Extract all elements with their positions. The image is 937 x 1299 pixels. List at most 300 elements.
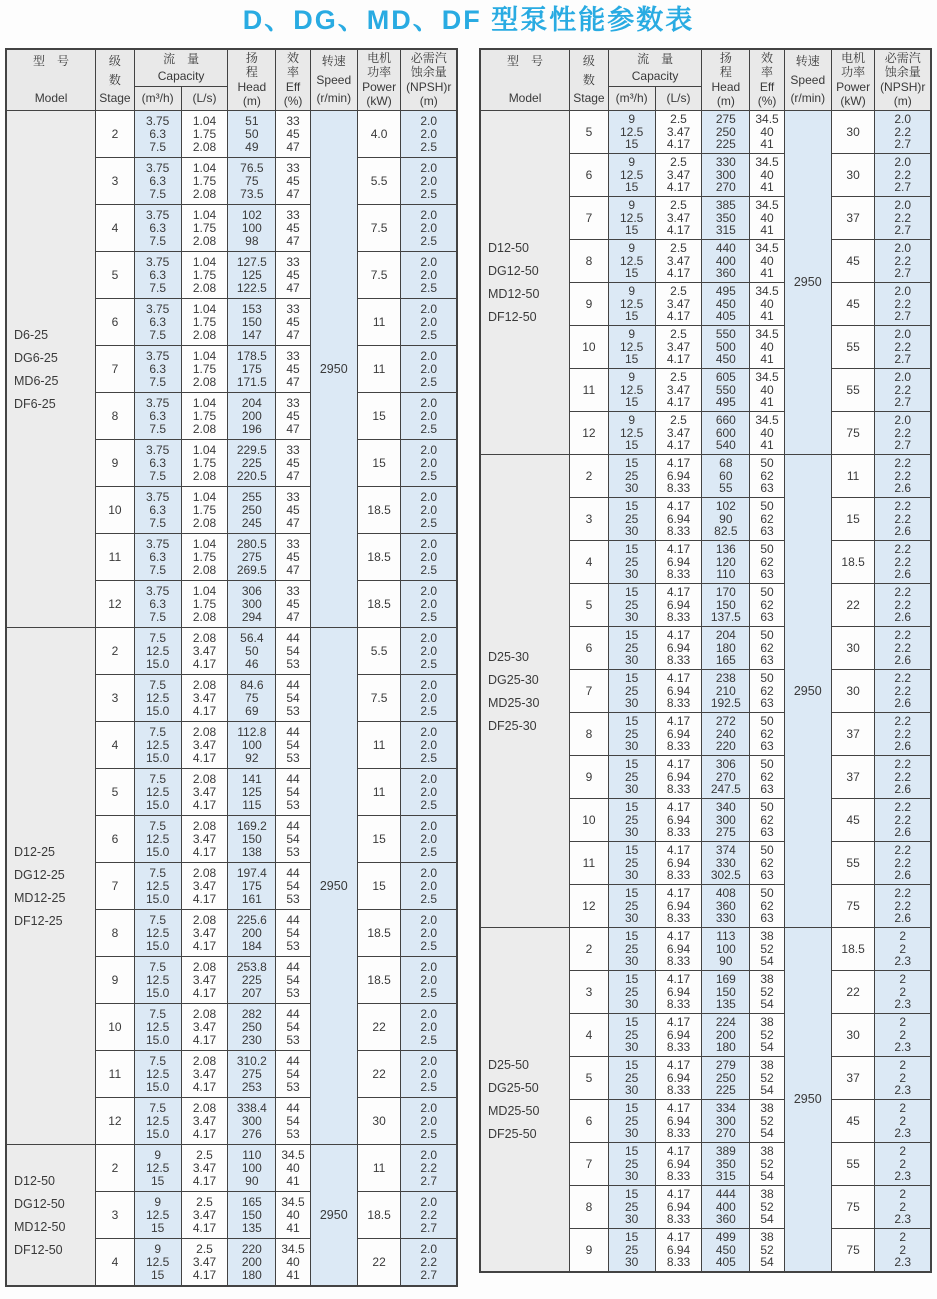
power-cell: 37 (831, 1057, 875, 1100)
eff-cell: 50 62 63 (750, 584, 785, 627)
stage-cell: 3 (96, 1192, 135, 1239)
stage-cell: 5 (96, 252, 135, 299)
model-name: MD12-25 (14, 890, 66, 905)
power-cell: 11 (831, 455, 875, 498)
power-cell: 30 (357, 1098, 401, 1145)
power-cell: 75 (831, 1229, 875, 1273)
npsh-cell: 2.0 2.0 2.5 (401, 675, 457, 722)
model-cell (6, 1145, 96, 1287)
head-cell: 102 90 82.5 (702, 498, 750, 541)
capacity-m3h-cell: 9 12.5 15 (608, 111, 655, 154)
eff-cell: 34.5 40 41 (750, 154, 785, 197)
eff-cell: 34.5 40 41 (276, 1192, 311, 1239)
head-cell: 56.4 50 46 (228, 628, 276, 675)
capacity-m3h-cell: 15 25 30 (608, 1229, 655, 1273)
npsh-cell: 2.0 2.0 2.5 (401, 816, 457, 863)
capacity-ls-cell: 4.17 6.94 8.33 (655, 627, 702, 670)
capacity-ls-cell: 2.5 3.47 4.17 (655, 111, 702, 154)
capacity-ls-cell: 2.08 3.47 4.17 (181, 769, 228, 816)
capacity-m3h-cell: 15 25 30 (608, 1143, 655, 1186)
stage-cell: 6 (570, 627, 609, 670)
eff-cell: 38 52 54 (750, 1186, 785, 1229)
eff-cell: 38 52 54 (750, 1057, 785, 1100)
header-speed: 转速 Speed (r/min) (310, 49, 357, 111)
head-cell: 306 270 247.5 (702, 756, 750, 799)
head-cell: 113 100 90 (702, 928, 750, 971)
capacity-m3h-cell: 15 25 30 (608, 971, 655, 1014)
npsh-cell: 2.0 2.2 2.7 (875, 283, 931, 326)
capacity-m3h-cell: 7.5 12.5 15.0 (134, 863, 181, 910)
npsh-cell: 2.0 2.2 2.7 (401, 1239, 457, 1287)
capacity-m3h-cell: 9 12.5 15 (134, 1239, 181, 1287)
capacity-m3h-cell: 7.5 12.5 15.0 (134, 769, 181, 816)
npsh-cell: 2.0 2.0 2.5 (401, 346, 457, 393)
npsh-cell: 2.0 2.2 2.7 (875, 326, 931, 369)
model-name: D12-25 (14, 844, 55, 859)
npsh-cell: 2.0 2.2 2.7 (875, 369, 931, 412)
header-stage: 级 数 Stage (570, 49, 609, 111)
eff-cell: 50 62 63 (750, 627, 785, 670)
power-cell: 37 (831, 756, 875, 799)
eff-cell: 33 45 47 (276, 487, 311, 534)
model-name: DG12-50 (488, 264, 539, 278)
model-name: MD12-50 (14, 1219, 66, 1234)
eff-cell: 44 54 53 (276, 722, 311, 769)
stage-cell: 9 (570, 1229, 609, 1273)
power-cell: 45 (831, 283, 875, 326)
power-cell: 11 (357, 1145, 401, 1192)
power-cell: 15 (357, 816, 401, 863)
capacity-ls-cell: 1.04 1.75 2.08 (181, 205, 228, 252)
header-npsh: 必需汽 蚀余量 (NPSH)r (m) (875, 49, 931, 111)
eff-cell: 44 54 53 (276, 816, 311, 863)
power-cell: 7.5 (357, 675, 401, 722)
speed-cell: 2950 (310, 111, 357, 628)
eff-cell: 33 45 47 (276, 393, 311, 440)
model-name: D25-30 (488, 649, 529, 664)
power-cell: 18.5 (831, 928, 875, 971)
table-row (6, 1145, 457, 1192)
head-cell: 340 300 275 (702, 799, 750, 842)
capacity-m3h-cell: 3.75 6.3 7.5 (134, 111, 181, 158)
capacity-ls-cell: 4.17 6.94 8.33 (655, 670, 702, 713)
power-cell: 22 (357, 1239, 401, 1287)
eff-cell: 50 62 63 (750, 885, 785, 928)
capacity-m3h-cell: 15 25 30 (608, 541, 655, 584)
head-cell: 282 250 230 (228, 1004, 276, 1051)
power-cell: 55 (831, 326, 875, 369)
capacity-ls-cell: 1.04 1.75 2.08 (181, 111, 228, 158)
npsh-cell: 2.2 2.2 2.6 (875, 842, 931, 885)
power-cell: 11 (357, 769, 401, 816)
capacity-ls-cell: 4.17 6.94 8.33 (655, 1057, 702, 1100)
eff-cell: 34.5 40 41 (750, 283, 785, 326)
head-cell: 499 450 405 (702, 1229, 750, 1273)
header-head: 扬 程 Head (m) (702, 49, 750, 111)
power-cell: 30 (831, 154, 875, 197)
stage-cell: 7 (570, 197, 609, 240)
capacity-m3h-cell: 9 12.5 15 (134, 1145, 181, 1192)
pump-table-left (5, 48, 458, 1287)
stage-cell: 5 (570, 584, 609, 627)
table-row (480, 455, 931, 498)
stage-cell: 11 (570, 369, 609, 412)
header-model: 型 号 Model (480, 49, 570, 111)
power-cell: 55 (831, 842, 875, 885)
model-name: DF12-50 (488, 310, 537, 324)
npsh-cell: 2.0 2.0 2.5 (401, 158, 457, 205)
eff-cell: 44 54 53 (276, 1098, 311, 1145)
head-cell: 68 60 55 (702, 455, 750, 498)
capacity-m3h-cell: 7.5 12.5 15.0 (134, 675, 181, 722)
power-cell: 18.5 (831, 541, 875, 584)
capacity-m3h-cell: 15 25 30 (608, 1186, 655, 1229)
head-cell: 605 550 495 (702, 369, 750, 412)
eff-cell: 50 62 63 (750, 455, 785, 498)
capacity-ls-cell: 1.04 1.75 2.08 (181, 393, 228, 440)
eff-cell: 33 45 47 (276, 346, 311, 393)
eff-cell: 50 62 63 (750, 541, 785, 584)
eff-cell: 44 54 53 (276, 1004, 311, 1051)
npsh-cell: 2.2 2.2 2.6 (875, 799, 931, 842)
stage-cell: 7 (570, 1143, 609, 1186)
stage-cell: 5 (96, 769, 135, 816)
capacity-m3h-cell: 15 25 30 (608, 842, 655, 885)
stage-cell: 9 (96, 957, 135, 1004)
capacity-ls-cell: 1.04 1.75 2.08 (181, 158, 228, 205)
speed-cell: 2950 (310, 628, 357, 1145)
power-cell: 75 (831, 885, 875, 928)
power-cell: 15 (357, 863, 401, 910)
npsh-cell: 2.0 2.0 2.5 (401, 299, 457, 346)
power-cell: 7.5 (357, 252, 401, 299)
model-name: DF25-50 (488, 1127, 537, 1141)
head-cell: 280.5 275 269.5 (228, 534, 276, 581)
head-cell: 110 100 90 (228, 1145, 276, 1192)
eff-cell: 34.5 40 41 (750, 240, 785, 283)
eff-cell: 34.5 40 41 (750, 369, 785, 412)
capacity-m3h-cell: 15 25 30 (608, 1100, 655, 1143)
capacity-ls-cell: 4.17 6.94 8.33 (655, 799, 702, 842)
stage-cell: 5 (570, 111, 609, 154)
head-cell: 204 200 196 (228, 393, 276, 440)
capacity-ls-cell: 1.04 1.75 2.08 (181, 252, 228, 299)
model-name: MD12-50 (488, 287, 540, 301)
power-cell: 11 (357, 722, 401, 769)
head-cell: 444 400 360 (702, 1186, 750, 1229)
capacity-m3h-cell: 3.75 6.3 7.5 (134, 158, 181, 205)
npsh-cell: 2 2 2.3 (875, 1186, 931, 1229)
head-cell: 495 450 405 (702, 283, 750, 326)
power-cell: 30 (831, 670, 875, 713)
capacity-ls-cell: 4.17 6.94 8.33 (655, 928, 702, 971)
npsh-cell: 2 2 2.3 (875, 1100, 931, 1143)
eff-cell: 50 62 63 (750, 756, 785, 799)
pump-table-right (479, 48, 932, 1273)
head-cell: 338.4 300 276 (228, 1098, 276, 1145)
npsh-cell: 2.0 2.0 2.5 (401, 487, 457, 534)
npsh-cell: 2 2 2.3 (875, 1229, 931, 1273)
capacity-ls-cell: 2.08 3.47 4.17 (181, 1004, 228, 1051)
model-name: DG25-30 (488, 672, 539, 687)
npsh-cell: 2 2 2.3 (875, 1143, 931, 1186)
model-name: DF12-25 (14, 913, 63, 928)
capacity-m3h-cell: 9 12.5 15 (608, 240, 655, 283)
eff-cell: 34.5 40 41 (276, 1145, 311, 1192)
table-row (6, 111, 457, 158)
capacity-m3h-cell: 9 12.5 15 (608, 369, 655, 412)
npsh-cell: 2.0 2.0 2.5 (401, 910, 457, 957)
power-cell: 75 (831, 412, 875, 455)
head-cell: 127.5 125 122.5 (228, 252, 276, 299)
stage-cell: 10 (570, 799, 609, 842)
capacity-m3h-cell: 3.75 6.3 7.5 (134, 440, 181, 487)
head-cell: 238 210 192.5 (702, 670, 750, 713)
capacity-m3h-cell: 15 25 30 (608, 799, 655, 842)
npsh-cell: 2.0 2.0 2.5 (401, 1004, 457, 1051)
eff-cell: 50 62 63 (750, 498, 785, 541)
capacity-ls-cell: 4.17 6.94 8.33 (655, 1229, 702, 1273)
power-cell: 15 (357, 393, 401, 440)
stage-cell: 4 (96, 722, 135, 769)
stage-cell: 4 (96, 205, 135, 252)
eff-cell: 44 54 53 (276, 675, 311, 722)
capacity-m3h-cell: 9 12.5 15 (608, 326, 655, 369)
stage-cell: 3 (96, 158, 135, 205)
npsh-cell: 2.2 2.2 2.6 (875, 713, 931, 756)
power-cell: 55 (831, 369, 875, 412)
capacity-ls-cell: 4.17 6.94 8.33 (655, 885, 702, 928)
eff-cell: 44 54 53 (276, 769, 311, 816)
stage-cell: 2 (96, 628, 135, 675)
stage-cell: 3 (570, 971, 609, 1014)
eff-cell: 34.5 40 41 (750, 412, 785, 455)
npsh-cell: 2.0 2.0 2.5 (401, 393, 457, 440)
eff-cell: 33 45 47 (276, 205, 311, 252)
npsh-cell: 2.2 2.2 2.6 (875, 627, 931, 670)
capacity-m3h-cell: 15 25 30 (608, 1057, 655, 1100)
header-model: 型 号 Model (6, 49, 96, 111)
stage-cell: 3 (570, 498, 609, 541)
capacity-m3h-cell: 7.5 12.5 15.0 (134, 1004, 181, 1051)
eff-cell: 34.5 40 41 (276, 1239, 311, 1287)
eff-cell: 33 45 47 (276, 534, 311, 581)
head-cell: 253.8 225 207 (228, 957, 276, 1004)
capacity-m3h-cell: 9 12.5 15 (608, 412, 655, 455)
power-cell: 45 (831, 799, 875, 842)
header-capacity: 流 量 Capacity (608, 49, 702, 87)
power-cell: 30 (831, 1014, 875, 1057)
capacity-ls-cell: 4.17 6.94 8.33 (655, 584, 702, 627)
stage-cell: 10 (570, 326, 609, 369)
npsh-cell: 2 2 2.3 (875, 971, 931, 1014)
capacity-m3h-cell: 9 12.5 15 (134, 1192, 181, 1239)
head-cell: 389 350 315 (702, 1143, 750, 1186)
capacity-ls-cell: 1.04 1.75 2.08 (181, 487, 228, 534)
stage-cell: 4 (570, 1014, 609, 1057)
head-cell: 279 250 225 (702, 1057, 750, 1100)
power-cell: 30 (831, 111, 875, 154)
npsh-cell: 2.0 2.0 2.5 (401, 957, 457, 1004)
capacity-m3h-cell: 7.5 12.5 15.0 (134, 816, 181, 863)
eff-cell: 34.5 40 41 (750, 197, 785, 240)
model-name: DG6-25 (14, 350, 58, 365)
model-name: DF12-50 (14, 1242, 63, 1257)
capacity-m3h-cell: 15 25 30 (608, 455, 655, 498)
capacity-ls-cell: 2.08 3.47 4.17 (181, 722, 228, 769)
table-row (480, 111, 931, 154)
table-row (6, 628, 457, 675)
capacity-ls-cell: 1.04 1.75 2.08 (181, 581, 228, 628)
npsh-cell: 2 2 2.3 (875, 1014, 931, 1057)
power-cell: 45 (831, 1100, 875, 1143)
speed-cell: 2950 (784, 111, 831, 455)
stage-cell: 12 (96, 1098, 135, 1145)
head-cell: 330 300 270 (702, 154, 750, 197)
capacity-ls-cell: 1.04 1.75 2.08 (181, 346, 228, 393)
stage-cell: 8 (96, 910, 135, 957)
capacity-m3h-cell: 7.5 12.5 15.0 (134, 1051, 181, 1098)
capacity-m3h-cell: 3.75 6.3 7.5 (134, 299, 181, 346)
capacity-ls-cell: 2.08 3.47 4.17 (181, 1098, 228, 1145)
eff-cell: 50 62 63 (750, 799, 785, 842)
power-cell: 55 (831, 1143, 875, 1186)
capacity-m3h-cell: 15 25 30 (608, 670, 655, 713)
head-cell: 272 240 220 (702, 713, 750, 756)
npsh-cell: 2.0 2.0 2.5 (401, 440, 457, 487)
capacity-ls-cell: 2.08 3.47 4.17 (181, 957, 228, 1004)
model-name: DG25-50 (488, 1081, 539, 1095)
header-npsh: 必需汽 蚀余量 (NPSH)r (m) (401, 49, 457, 111)
stage-cell: 6 (570, 154, 609, 197)
npsh-cell: 2.2 2.2 2.6 (875, 498, 931, 541)
npsh-cell: 2.0 2.2 2.7 (875, 154, 931, 197)
head-cell: 102 100 98 (228, 205, 276, 252)
npsh-cell: 2.2 2.2 2.6 (875, 584, 931, 627)
capacity-m3h-cell: 15 25 30 (608, 885, 655, 928)
head-cell: 385 350 315 (702, 197, 750, 240)
header-capacity: 流 量 Capacity (134, 49, 228, 87)
stage-cell: 2 (96, 1145, 135, 1192)
npsh-cell: 2.2 2.2 2.6 (875, 885, 931, 928)
head-cell: 408 360 330 (702, 885, 750, 928)
capacity-ls-cell: 1.04 1.75 2.08 (181, 534, 228, 581)
capacity-ls-cell: 2.08 3.47 4.17 (181, 1051, 228, 1098)
power-cell: 45 (831, 240, 875, 283)
npsh-cell: 2.0 2.0 2.5 (401, 581, 457, 628)
model-name: D12-50 (14, 1173, 55, 1188)
npsh-cell: 2.0 2.0 2.5 (401, 111, 457, 158)
stage-cell: 9 (570, 283, 609, 326)
stage-cell: 8 (570, 240, 609, 283)
capacity-m3h-cell: 15 25 30 (608, 928, 655, 971)
npsh-cell: 2.0 2.2 2.7 (875, 111, 931, 154)
stage-cell: 11 (96, 1051, 135, 1098)
capacity-ls-cell: 4.17 6.94 8.33 (655, 1100, 702, 1143)
model-name: DG12-50 (14, 1196, 65, 1211)
capacity-ls-cell: 2.5 3.47 4.17 (655, 412, 702, 455)
eff-cell: 44 54 53 (276, 628, 311, 675)
npsh-cell: 2.0 2.0 2.5 (401, 252, 457, 299)
capacity-m3h-cell: 3.75 6.3 7.5 (134, 534, 181, 581)
speed-cell: 2950 (784, 455, 831, 928)
eff-cell: 34.5 40 41 (750, 326, 785, 369)
stage-cell: 8 (570, 713, 609, 756)
npsh-cell: 2.0 2.0 2.5 (401, 534, 457, 581)
header-stage: 级 数 Stage (96, 49, 135, 111)
npsh-cell: 2.0 2.0 2.5 (401, 863, 457, 910)
capacity-ls-cell: 2.5 3.47 4.17 (181, 1239, 228, 1287)
npsh-cell: 2.0 2.2 2.7 (875, 412, 931, 455)
head-cell: 51 50 49 (228, 111, 276, 158)
capacity-m3h-cell: 15 25 30 (608, 627, 655, 670)
eff-cell: 33 45 47 (276, 158, 311, 205)
model-cell (480, 455, 570, 928)
capacity-m3h-cell: 15 25 30 (608, 713, 655, 756)
stage-cell: 12 (96, 581, 135, 628)
model-name: DF6-25 (14, 396, 56, 411)
capacity-m3h-cell: 3.75 6.3 7.5 (134, 346, 181, 393)
stage-cell: 2 (96, 111, 135, 158)
capacity-ls-cell: 2.5 3.47 4.17 (655, 154, 702, 197)
model-cell (6, 628, 96, 1145)
head-cell: 275 250 225 (702, 111, 750, 154)
power-cell: 5.5 (357, 158, 401, 205)
power-cell: 18.5 (357, 957, 401, 1004)
head-cell: 169 150 135 (702, 971, 750, 1014)
stage-cell: 9 (570, 756, 609, 799)
capacity-ls-cell: 4.17 6.94 8.33 (655, 971, 702, 1014)
capacity-m3h-cell: 7.5 12.5 15.0 (134, 910, 181, 957)
capacity-m3h-cell: 7.5 12.5 15.0 (134, 628, 181, 675)
head-cell: 165 150 135 (228, 1192, 276, 1239)
capacity-m3h-cell: 9 12.5 15 (608, 283, 655, 326)
npsh-cell: 2.0 2.0 2.5 (401, 205, 457, 252)
capacity-ls-cell: 2.08 3.47 4.17 (181, 628, 228, 675)
npsh-cell: 2.0 2.2 2.7 (875, 197, 931, 240)
eff-cell: 38 52 54 (750, 1100, 785, 1143)
eff-cell: 50 62 63 (750, 713, 785, 756)
capacity-m3h-cell: 15 25 30 (608, 756, 655, 799)
capacity-m3h-cell: 7.5 12.5 15.0 (134, 957, 181, 1004)
npsh-cell: 2.0 2.0 2.5 (401, 722, 457, 769)
header-speed: 转速 Speed (r/min) (784, 49, 831, 111)
head-cell: 224 200 180 (702, 1014, 750, 1057)
stage-cell: 4 (570, 541, 609, 584)
head-cell: 660 600 540 (702, 412, 750, 455)
head-cell: 153 150 147 (228, 299, 276, 346)
capacity-m3h-cell: 3.75 6.3 7.5 (134, 393, 181, 440)
capacity-m3h-cell: 7.5 12.5 15.0 (134, 722, 181, 769)
head-cell: 334 300 270 (702, 1100, 750, 1143)
capacity-m3h-cell: 15 25 30 (608, 498, 655, 541)
capacity-ls-cell: 4.17 6.94 8.33 (655, 455, 702, 498)
capacity-ls-cell: 1.04 1.75 2.08 (181, 440, 228, 487)
table-row (480, 928, 931, 971)
npsh-cell: 2.2 2.2 2.6 (875, 670, 931, 713)
header-capacity-ls: (L/s) (655, 87, 702, 111)
stage-cell: 8 (570, 1186, 609, 1229)
capacity-ls-cell: 2.08 3.47 4.17 (181, 863, 228, 910)
stage-cell: 8 (96, 393, 135, 440)
power-cell: 15 (831, 498, 875, 541)
head-cell: 310.2 275 253 (228, 1051, 276, 1098)
stage-cell: 2 (570, 928, 609, 971)
capacity-ls-cell: 4.17 6.94 8.33 (655, 498, 702, 541)
power-cell: 22 (831, 584, 875, 627)
capacity-ls-cell: 4.17 6.94 8.33 (655, 1186, 702, 1229)
model-cell (480, 928, 570, 1273)
